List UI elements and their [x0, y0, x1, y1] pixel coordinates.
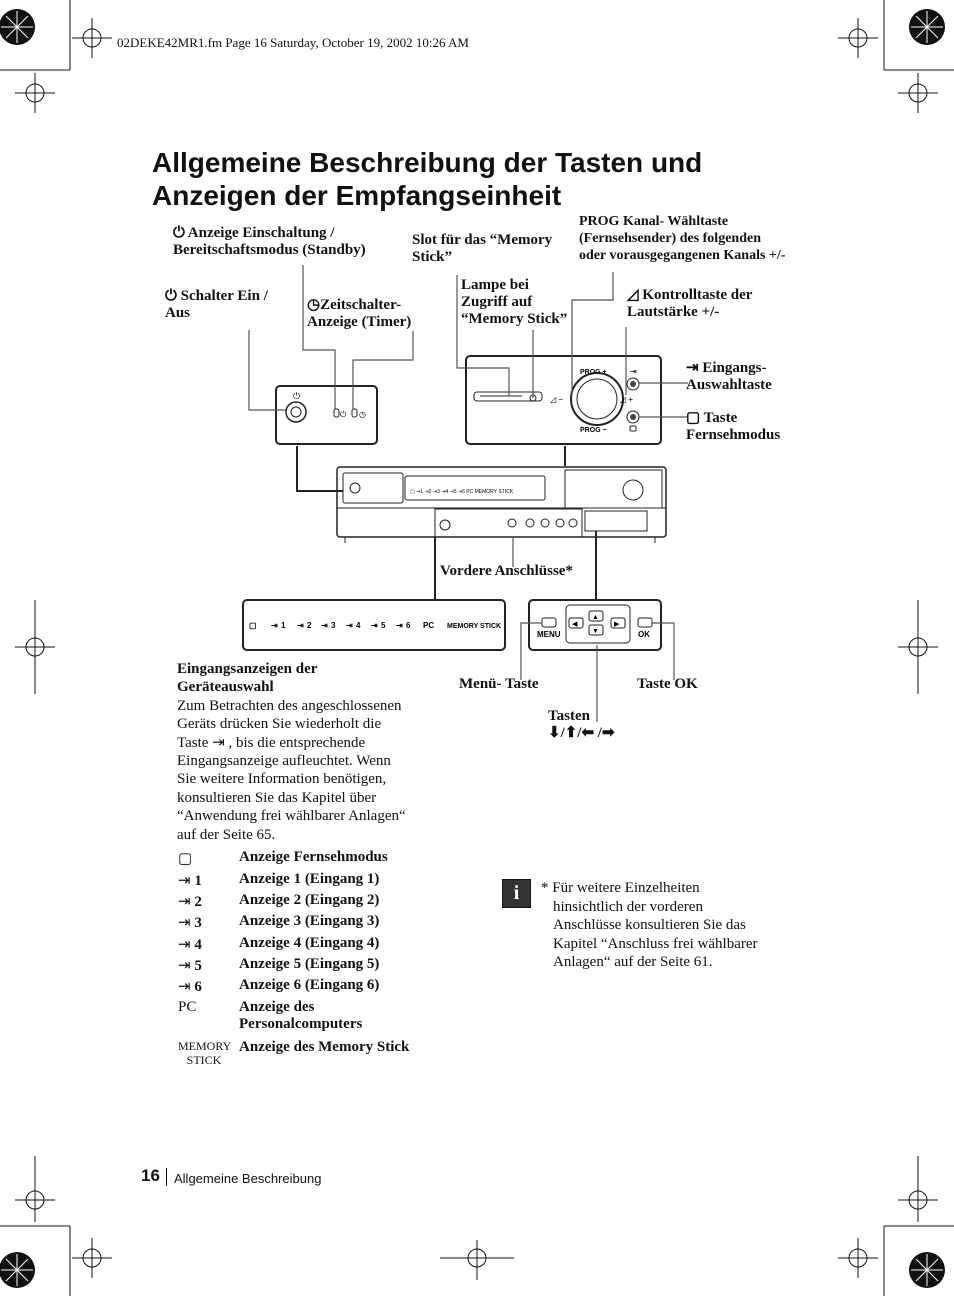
- input-indicators-description: Eingangsanzeigen der Geräteauswahl Zum Betrachten des angeschlossenen Geräts drücken Sie wiederholt die Taste ⇥ , bis die entsprechende Eingangsanzeige aufleuchtet. Wenn Sie weitere Information benötigen, konsultieren Sie das Kapitel über “Anwendung frei wählbarer Anlagen“ auf der Seite 65.: [177, 661, 406, 843]
- svg-text:⇥: ⇥: [630, 367, 637, 376]
- indicator-row: MEMORY STICK Anzeige des Memory Stick: [178, 1039, 410, 1067]
- svg-text:PROG +: PROG +: [580, 369, 607, 376]
- svg-text:OK: OK: [638, 630, 650, 639]
- page-title-line1: Allgemeine Beschreibung der Tasten und: [152, 147, 703, 178]
- input-icon: ⇥: [178, 958, 195, 974]
- svg-text:▢: ▢: [249, 621, 257, 630]
- label-tv-mode: ▢ Taste Fernsehmodus: [686, 410, 781, 443]
- clock-icon: ◷: [307, 297, 321, 313]
- svg-text:PC: PC: [423, 621, 435, 630]
- svg-text:2: 2: [307, 621, 312, 630]
- svg-text:▲: ▲: [592, 614, 599, 621]
- footer-section: Allgemeine Beschreibung: [174, 1171, 322, 1186]
- info-icon: i: [502, 879, 531, 908]
- label-front-connectors: Vordere Anschlüsse*: [440, 563, 573, 579]
- svg-text:◷: ◷: [359, 410, 366, 419]
- svg-text:MEMORY STICK: MEMORY STICK: [447, 623, 502, 630]
- svg-text:◿ +: ◿ +: [620, 395, 634, 404]
- svg-text:⏻: ⏻: [340, 410, 347, 419]
- indicator-row: ⇥ 3 Anzeige 3 (Eingang 3): [178, 913, 380, 931]
- input-icon: ⇥: [178, 937, 195, 953]
- svg-text:◀: ◀: [572, 621, 578, 628]
- svg-text:4: 4: [356, 621, 361, 630]
- label-power-switch: ⏻ Schalter Ein / Aus: [165, 288, 268, 321]
- power-icon: ⏻: [173, 225, 188, 241]
- label-input-select: ⇥ Eingangs- Auswahltaste: [686, 360, 772, 393]
- label-volume-control: ◿ Kontrolltaste der Lautstärke +/-: [627, 287, 753, 320]
- label-access-lamp: Lampe bei Zugriff auf “Memory Stick”: [461, 277, 568, 327]
- front-connectors-note: * Für weitere Einzelheiten hinsichtlich der vorderen Anschlüsse konsultieren Sie das Kapitel “Anschluss frei wählbarer Anlagen“ auf der Seite 61.: [541, 880, 758, 970]
- svg-text:⇥: ⇥: [346, 621, 353, 630]
- input-icon: ⇥: [178, 873, 195, 889]
- label-timer-indicator: ◷Zeitschalter- Anzeige (Timer): [307, 297, 412, 330]
- power-switch-icon: [286, 402, 306, 422]
- label-memory-stick-slot: Slot für das “Memory Stick”: [412, 232, 553, 265]
- svg-text:⇥: ⇥: [371, 621, 378, 630]
- volume-knob-icon: [571, 373, 623, 425]
- label-prog-button: PROG Kanal- Wähltaste (Fernsehsender) des folgenden oder vorausgegangenen Kanals +/-: [579, 214, 786, 263]
- indicator-row: ⇥ 6 Anzeige 6 (Eingang 6): [178, 977, 380, 995]
- svg-text:▢ ⇥1 ⇥2 ⇥3 ⇥4 ⇥5 ⇥6 PC: ▢ ⇥1 ⇥2 ⇥3 ⇥4 ⇥5 ⇥6 PC MEMORY STICK: [410, 489, 514, 495]
- label-menu-key: Menü- Taste: [459, 676, 539, 692]
- input-icon: ⇥: [178, 979, 195, 995]
- svg-text:◿ −: ◿ −: [550, 395, 564, 404]
- tv-mode-icon: ▢: [178, 851, 193, 867]
- indicator-row: ⇥ 1 Anzeige 1 (Eingang 1): [178, 871, 380, 889]
- svg-text:⇥: ⇥: [396, 621, 403, 630]
- svg-text:▼: ▼: [592, 628, 599, 635]
- file-header: 02DEKE42MR1.fm Page 16 Saturday, October 19, 2002 10:26 AM: [117, 35, 469, 50]
- svg-text:6: 6: [406, 621, 411, 630]
- label-standby-indicator: ⏻ Anzeige Einschaltung / Bereitschaftsmodus (Standby): [173, 225, 366, 258]
- svg-text:⏻: ⏻: [293, 391, 301, 401]
- indicator-row: ⇥ 5 Anzeige 5 (Eingang 5): [178, 956, 380, 974]
- tv-mode-icon: ▢: [686, 410, 704, 426]
- indicator-row: ⇥ 4 Anzeige 4 (Eingang 4): [178, 935, 380, 953]
- indicator-row: ⇥ 2 Anzeige 2 (Eingang 2): [178, 892, 380, 910]
- input-select-icon: ⇥: [686, 360, 703, 376]
- label-arrow-keys: Tasten ⬇/⬆/⬅ /➡: [548, 708, 615, 741]
- label-ok-key: Taste OK: [637, 676, 698, 692]
- indicator-row: PC Anzeige des Personalcomputers: [178, 999, 363, 1032]
- svg-text:1: 1: [281, 621, 286, 630]
- input-select-icon: ⇥: [212, 734, 225, 751]
- svg-text:PROG −: PROG −: [580, 427, 607, 434]
- input-icon: ⇥: [178, 894, 195, 910]
- page-number: 16: [141, 1166, 160, 1185]
- power-icon: ⏻: [165, 288, 181, 304]
- svg-text:▶: ▶: [614, 621, 620, 628]
- footer-divider: [166, 1168, 167, 1186]
- arrow-icons: ⬇/⬆/⬅ /➡: [548, 725, 615, 741]
- volume-icon: ◿: [627, 287, 643, 303]
- svg-text:⇥: ⇥: [321, 621, 328, 630]
- page-title-line2: Anzeigen der Empfangseinheit: [152, 180, 562, 211]
- svg-text:⇥: ⇥: [297, 621, 304, 630]
- svg-text:⇥: ⇥: [271, 621, 278, 630]
- indicator-row: ▢ Anzeige Fernsehmodus: [178, 849, 388, 867]
- svg-text:MENU: MENU: [537, 630, 561, 639]
- svg-text:5: 5: [381, 621, 386, 630]
- input-icon: ⇥: [178, 915, 195, 931]
- svg-text:3: 3: [331, 621, 336, 630]
